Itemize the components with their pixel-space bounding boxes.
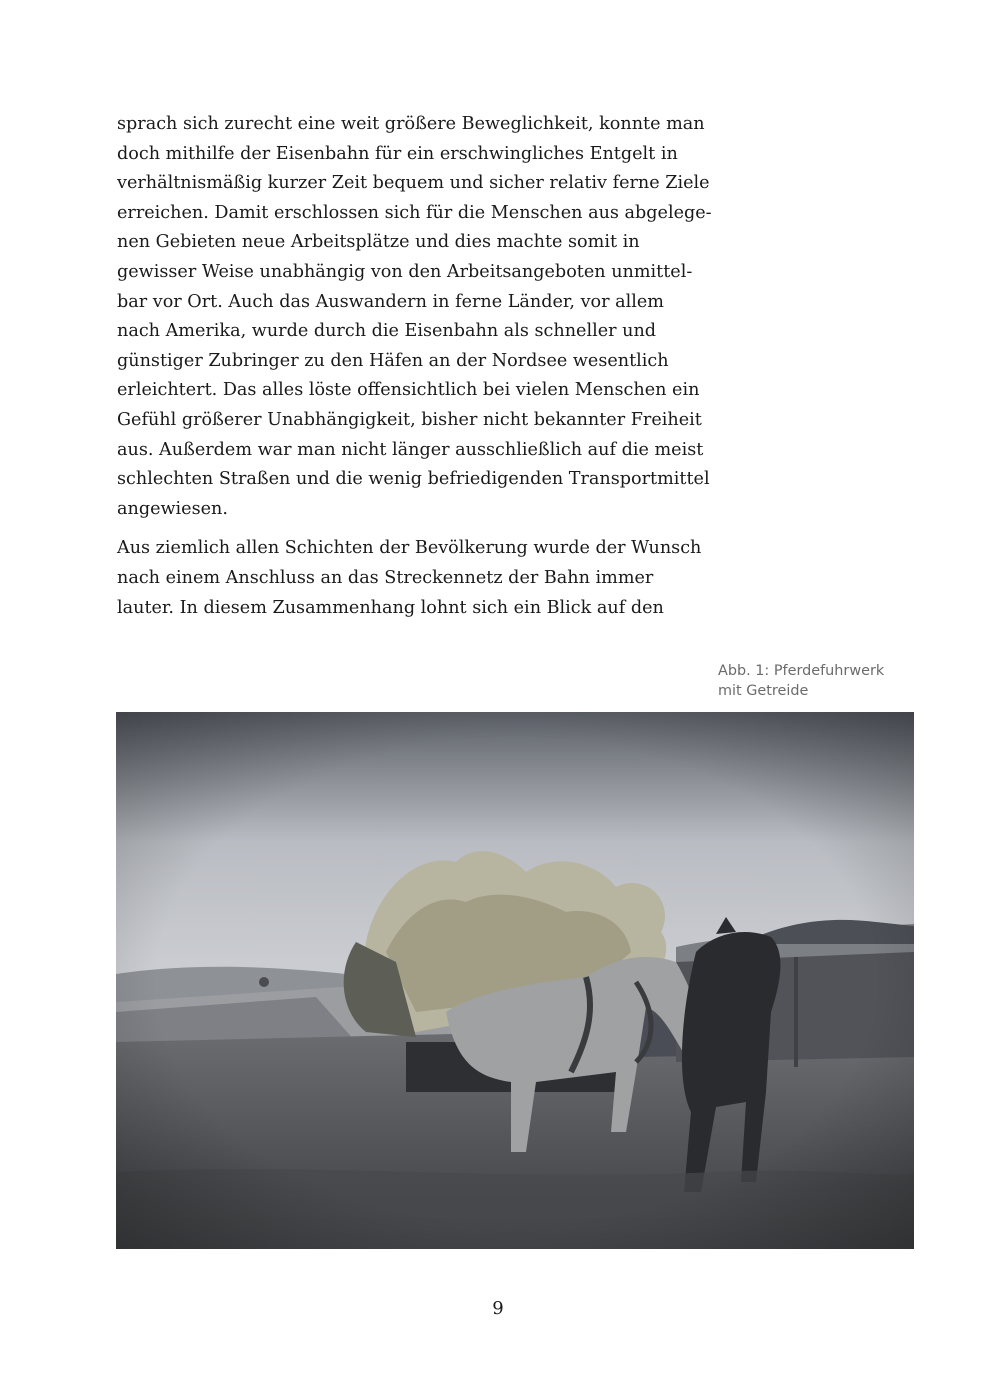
text-line: erleichtert. Das alles löste offensichtlich bei vielen Menschen ein	[117, 380, 700, 401]
text-line: gewisser Weise unabhängig von den Arbeitsangeboten unmittel-	[117, 261, 693, 282]
caption-line: Abb. 1: Pferdefuhrwerk	[718, 663, 885, 679]
text-line: Gefühl größerer Unabhängigkeit, bisher nicht bekannter Freiheit	[117, 409, 702, 430]
text-line: angewiesen.	[117, 498, 228, 519]
paragraph-2	[117, 534, 717, 623]
text-line: doch mithilfe der Eisenbahn für ein erschwingliches Entgelt in	[117, 143, 678, 164]
figure-caption	[718, 661, 918, 701]
text-line: bar vor Ort. Auch das Auswandern in ferne Länder, vor allem	[117, 291, 664, 312]
photo-illustration	[116, 712, 914, 1249]
text-line: nach Amerika, wurde durch die Eisenbahn als schneller und	[117, 321, 657, 342]
text-line: sprach sich zurecht eine weit größere Beweglichkeit, konnte man	[117, 114, 705, 134]
figure-photo-horse-cart	[116, 712, 914, 1249]
text-line: nen Gebieten neue Arbeitsplätze und dies machte somit in	[117, 232, 640, 253]
text-line: schlechten Straßen und die wenig befriedigenden Transportmittel	[117, 469, 710, 490]
text-line: nach einem Anschluss an das Streckennetz der Bahn immer	[117, 567, 654, 588]
photo-vignette	[116, 712, 914, 1249]
text-line: günstiger Zubringer zu den Häfen an der Nordsee wesentlich	[117, 350, 669, 371]
text-line: verhältnismäßig kurzer Zeit bequem und sicher relativ ferne Ziele	[117, 173, 710, 194]
text-line: aus. Außerdem war man nicht länger ausschließlich auf die meist	[117, 439, 704, 460]
paragraph-1	[117, 110, 717, 524]
text-line: erreichen. Damit erschlossen sich für die Menschen aus abgelege-	[117, 202, 712, 223]
text-line: Aus ziemlich allen Schichten der Bevölkerung wurde der Wunsch	[117, 538, 702, 559]
page-number: 9	[492, 1298, 504, 1319]
caption-line: mit Getreide	[718, 683, 809, 699]
body-text	[117, 110, 717, 623]
text-line: lauter. In diesem Zusammenhang lohnt sich ein Blick auf den	[117, 597, 664, 618]
